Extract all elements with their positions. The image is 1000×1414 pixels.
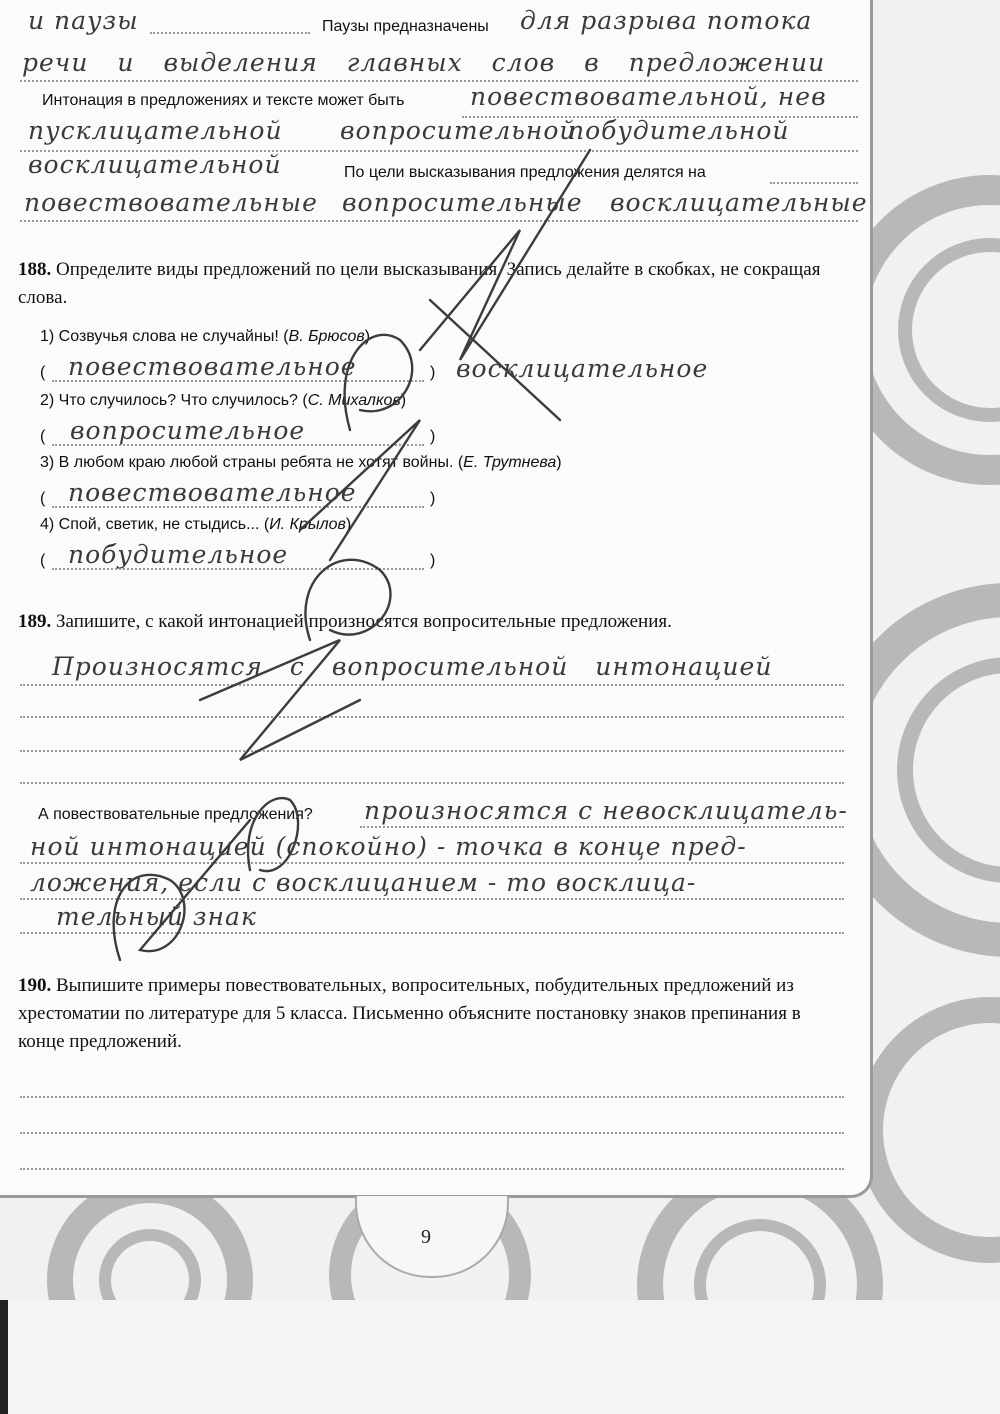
scrawl-stroke [114,820,250,960]
handwritten-answer: вопросительное [70,416,306,445]
handwritten-answer: тельный знак [56,902,257,931]
exercise-number: 188. [18,259,52,280]
workbook-page: и паузы Паузы предназначены для разрыва потока речи и выделения главных слов в предложении Интонация в предложениях и тексте может быть повествовательной, нев пусклицательной вопросительной побудительной восклицательной По цели высказывания предложения делятся на повествовательные вопросительные восклицательные 188. Определите виды предложений по цели высказывания. Запись делайте в скобках, не сокращая слова. 1) Созвучья слова не случайны! (В. Брюсов) ( повествовательное ) восклицательное 2) Что случилось? Что случилось? (С. Михалков) ( вопросительное ) 3) В любом краю любой страны ребята не хотят войны. (Е. Трутнева) ( повествовательное ) 4) Спой, светик, не стыдись... (И. Крылов) ( побудительное ) 189. Запишите, с какой интонацией произносятся вопросительные предложения. Произносятся с вопросительной интонацией А повествовательные предложения? произносятся с невосклицатель- ной интонацией (спокойно) - точка в конце пред- ложения, если с восклицанием - то восклица- тельный знак 190. Выпишите примеры повествовательных, вопросительных, побудительных предложений из хрестоматии по литературе для 5 класса. Письменно объясните постановку знаков препинания в конце предложений. [0,0,873,1198]
handwritten-answer: речи и выделения главных слов в предложении [22,48,826,77]
exercise-189-instruction: 189. Запишите, с какой интонацией произносятся вопросительные предложения. [18,611,672,632]
exercise-190-instruction: 190. Выпишите примеры повествовательных, вопросительных, побудительных предложений из хрестоматии по литературе для 5 класса. Письменно объясните постановку знаков препинания в конце предложений. [18,975,801,1052]
handwritten-answer: побудительное [68,540,289,569]
scrawl-stroke [300,420,420,560]
scrawl-stroke [420,150,590,360]
handwritten-answer: пусклицательной [28,116,283,145]
handwritten-answer: вопросительной [340,116,577,145]
exercise-188-item: 2) Что случилось? Что случилось? (С. Михалков) [40,392,407,409]
handwritten-answer: и паузы [28,6,139,35]
exercise-188-instruction: 188. Определите виды предложений по цели высказывания. Запись делайте в скобках, не сокращая слова. [18,259,821,308]
exercise-188-item: 1) Созвучья слова не случайны! (В. Брюсов) [40,328,371,345]
handwritten-answer: Произносятся с вопросительной интонацией [52,652,773,681]
handwritten-answer: восклицательное [456,354,709,383]
handwritten-answer: побудительной [568,116,790,145]
handwritten-answer: ной интонацией (спокойно) - точка в конце пред- [30,832,747,861]
scrawl-stroke [248,798,298,871]
handwritten-answer: ложения, если с восклицанием - то восклица- [30,868,697,897]
exercise-number: 189. [18,611,52,632]
handwritten-answer: восклицательной [28,150,282,179]
handwritten-answer: восклицательные [610,188,868,217]
printed-text: Паузы предназначены [322,18,489,35]
handwritten-answer: повествовательное [68,478,357,507]
scrawl-stroke [305,560,390,640]
exercise-number: 190. [18,975,52,996]
handwritten-answer: повествовательные [24,188,318,217]
printed-text: Интонация в предложениях и тексте может быть [42,92,405,109]
handwritten-answer: для разрыва потока [520,6,813,35]
scrawl-stroke [200,640,360,760]
exercise-188-item: 3) В любом краю любой страны ребята не хотят войны. (Е. Трутнева) [40,454,562,471]
printed-text: По цели высказывания предложения делятся на [344,164,706,181]
scrawl-stroke [345,335,413,430]
handwritten-answer: вопросительные [342,188,583,217]
page-number: 9 [421,1226,431,1248]
exercise-188-item: 4) Спой, светик, не стыдись... (И. Крылов) [40,516,352,533]
handwritten-answer: повествовательное [68,352,357,381]
handwritten-answer: произносятся с невосклицатель- [364,796,848,825]
handwritten-answer: повествовательной, нев [470,82,827,111]
scrawl-stroke [430,300,560,420]
printed-text: А повествовательные предложения? [38,806,313,823]
